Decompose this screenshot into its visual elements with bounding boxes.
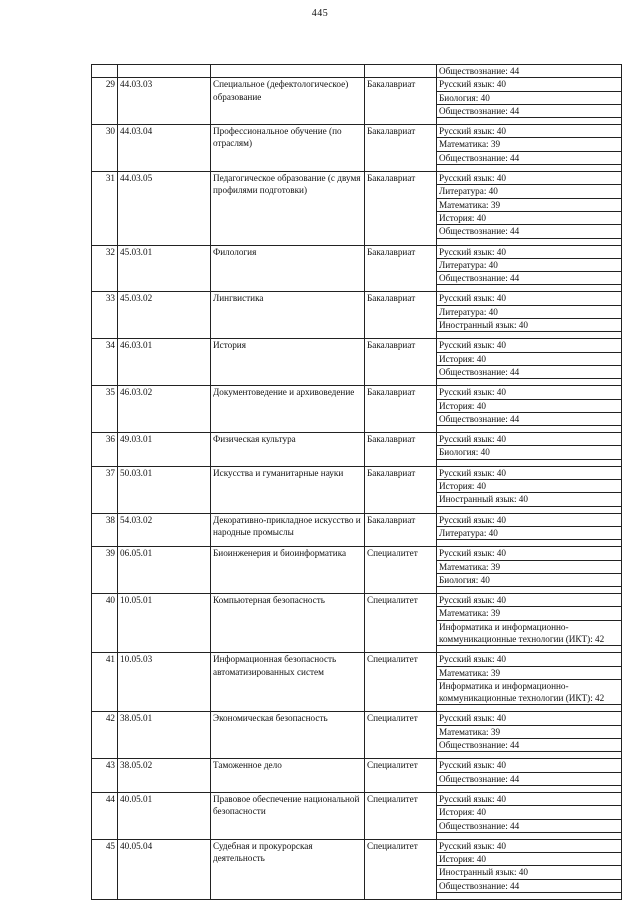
specialty-code: 40.05.04: [118, 839, 211, 899]
education-level: Бакалавриат: [365, 466, 437, 513]
subject-cell: Литература: 40: [437, 185, 622, 198]
subject-cell: Обществознание: 44: [437, 225, 622, 238]
subject-cell: Русский язык: 40: [437, 292, 622, 305]
education-level: Бакалавриат: [365, 513, 437, 547]
row-number: 35: [92, 386, 118, 433]
subject-cell: История: 40: [437, 806, 622, 819]
specialty-code: 44.03.03: [118, 78, 211, 125]
subject-cell: Математика: 39: [437, 138, 622, 151]
subject-cell: Русский язык: 40: [437, 433, 622, 446]
row-number: 36: [92, 433, 118, 467]
row-number: 31: [92, 172, 118, 245]
subject-cell: Обществознание: 44: [437, 272, 622, 285]
subject-cell: Обществознание: 44: [437, 879, 622, 892]
spacer-cell: [437, 118, 622, 125]
education-level: Специалитет: [365, 594, 437, 653]
row-number: 34: [92, 339, 118, 386]
subject-cell: Биология: 40: [437, 573, 622, 586]
subject-cell: Русский язык: 40: [437, 712, 622, 725]
table-row: [92, 839, 622, 852]
specialty-name: Физическая культура: [211, 433, 365, 467]
subject-cell: Иностранный язык: 40: [437, 319, 622, 332]
specialties-table: [91, 64, 622, 900]
spacer-cell: [437, 540, 622, 547]
specialty-code: 54.03.02: [118, 513, 211, 547]
specialty-name: Профессиональное обучение (по отраслям): [211, 125, 365, 172]
specialty-name: Документоведение и архивоведение: [211, 386, 365, 433]
specialty-code: 10.05.01: [118, 594, 211, 653]
education-level: Специалитет: [365, 653, 437, 712]
table-row: [92, 759, 622, 772]
table-row: [92, 386, 622, 399]
table-row-continuation: [92, 65, 622, 78]
specialty-code: 10.05.03: [118, 653, 211, 712]
subject-cell: Русский язык: 40: [437, 547, 622, 560]
specialty-name: Информационная безопасность автоматизированных систем: [211, 653, 365, 712]
spacer-cell: [437, 646, 622, 653]
row-number: 30: [92, 125, 118, 172]
subject-cell: История: 40: [437, 480, 622, 493]
subject-cell: Биология: 40: [437, 446, 622, 459]
subject-cell: Математика: 39: [437, 725, 622, 738]
table-row: [92, 78, 622, 91]
education-level: Бакалавриат: [365, 245, 437, 292]
specialty-code: 50.03.01: [118, 466, 211, 513]
specialty-name: Судебная и прокурорская деятельность: [211, 839, 365, 899]
specialty-code: 06.05.01: [118, 547, 211, 594]
spacer-cell: [437, 785, 622, 792]
subject-cell: Русский язык: 40: [437, 839, 622, 852]
row-number: 37: [92, 466, 118, 513]
subject-cell: Литература: 40: [437, 526, 622, 539]
subject-cell: Информатика и информационно-коммуникационные технологии (ИКТ): 42: [437, 620, 622, 646]
table-row: [92, 433, 622, 446]
table-row: [92, 712, 622, 725]
specialty-code: 38.05.01: [118, 712, 211, 759]
spacer-cell: [437, 893, 622, 900]
education-level: Бакалавриат: [365, 125, 437, 172]
subject-cell: Русский язык: 40: [437, 594, 622, 607]
empty-cell: [92, 65, 118, 78]
specialty-code: 46.03.02: [118, 386, 211, 433]
empty-cell: [118, 65, 211, 78]
subject-cell: Математика: 39: [437, 607, 622, 620]
specialty-name: Таможенное дело: [211, 759, 365, 793]
table-row: [92, 792, 622, 805]
specialty-name: Искусства и гуманитарные науки: [211, 466, 365, 513]
page-number: 445: [311, 8, 329, 19]
subject-cell: Русский язык: 40: [437, 172, 622, 185]
spacer-cell: [437, 506, 622, 513]
table-row: [92, 653, 622, 666]
subject-cell: Русский язык: 40: [437, 653, 622, 666]
subject-cell: Русский язык: 40: [437, 386, 622, 399]
row-number: 42: [92, 712, 118, 759]
empty-cell: [365, 65, 437, 78]
subject-cell: Обществознание: 44: [437, 739, 622, 752]
specialty-code: 44.03.05: [118, 172, 211, 245]
table-row: [92, 466, 622, 479]
spacer-cell: [437, 379, 622, 386]
subject-cell: Обществознание: 44: [437, 819, 622, 832]
specialty-name: История: [211, 339, 365, 386]
specialty-code: 44.03.04: [118, 125, 211, 172]
subject-cell: Обществознание: 44: [437, 365, 622, 378]
row-number: 44: [92, 792, 118, 839]
subject-cell: Литература: 40: [437, 258, 622, 271]
spacer-cell: [437, 332, 622, 339]
table-row: [92, 339, 622, 352]
specialty-code: 45.03.02: [118, 292, 211, 339]
specialty-code: 45.03.01: [118, 245, 211, 292]
specialty-name: Лингвистика: [211, 292, 365, 339]
subject-cell: Обществознание: 44: [437, 65, 622, 78]
specialty-name: Компьютерная безопасность: [211, 594, 365, 653]
education-level: Специалитет: [365, 759, 437, 793]
specialty-name: Специальное (дефектологическое) образование: [211, 78, 365, 125]
spacer-cell: [437, 705, 622, 712]
specialty-name: Биоинженерия и биоинформатика: [211, 547, 365, 594]
specialty-code: 49.03.01: [118, 433, 211, 467]
subject-cell: Русский язык: 40: [437, 245, 622, 258]
row-number: 32: [92, 245, 118, 292]
education-level: Бакалавриат: [365, 292, 437, 339]
row-number: 40: [92, 594, 118, 653]
subject-cell: Обществознание: 44: [437, 104, 622, 117]
subject-cell: Математика: 39: [437, 666, 622, 679]
education-level: Специалитет: [365, 792, 437, 839]
subject-cell: Русский язык: 40: [437, 792, 622, 805]
subject-cell: Обществознание: 44: [437, 772, 622, 785]
spacer-cell: [437, 426, 622, 433]
subject-cell: Иностранный язык: 40: [437, 493, 622, 506]
education-level: Бакалавриат: [365, 386, 437, 433]
spacer-cell: [437, 285, 622, 292]
subject-cell: История: 40: [437, 853, 622, 866]
subject-cell: Иностранный язык: 40: [437, 866, 622, 879]
table-row: [92, 292, 622, 305]
subject-cell: История: 40: [437, 352, 622, 365]
spacer-cell: [437, 238, 622, 245]
table-row: [92, 245, 622, 258]
education-level: Бакалавриат: [365, 172, 437, 245]
row-number: 29: [92, 78, 118, 125]
education-level: Специалитет: [365, 547, 437, 594]
row-number: 43: [92, 759, 118, 793]
table-row: [92, 594, 622, 607]
row-number: 41: [92, 653, 118, 712]
subject-cell: Литература: 40: [437, 305, 622, 318]
subject-cell: Информатика и информационно-коммуникационные технологии (ИКТ): 42: [437, 679, 622, 705]
education-level: Бакалавриат: [365, 78, 437, 125]
spacer-cell: [437, 587, 622, 594]
subject-cell: Русский язык: 40: [437, 513, 622, 526]
subject-cell: Русский язык: 40: [437, 759, 622, 772]
table-row: [92, 513, 622, 526]
table-row: [92, 547, 622, 560]
spacer-cell: [437, 459, 622, 466]
row-number: 38: [92, 513, 118, 547]
specialty-name: Экономическая безопасность: [211, 712, 365, 759]
specialty-name: Педагогическое образование (с двумя профилями подготовки): [211, 172, 365, 245]
subject-cell: Математика: 39: [437, 560, 622, 573]
table-row: [92, 125, 622, 138]
spacer-cell: [437, 752, 622, 759]
spacer-cell: [437, 165, 622, 172]
specialty-name: Декоративно-прикладное искусство и народные промыслы: [211, 513, 365, 547]
spacer-cell: [437, 832, 622, 839]
table-row: [92, 172, 622, 185]
subject-cell: Обществознание: 44: [437, 412, 622, 425]
subject-cell: История: 40: [437, 211, 622, 224]
subject-cell: Русский язык: 40: [437, 125, 622, 138]
specialty-code: 40.05.01: [118, 792, 211, 839]
subject-cell: История: 40: [437, 399, 622, 412]
education-level: Специалитет: [365, 712, 437, 759]
subject-cell: Русский язык: 40: [437, 78, 622, 91]
row-number: 33: [92, 292, 118, 339]
specialty-code: 38.05.02: [118, 759, 211, 793]
subject-cell: Математика: 39: [437, 198, 622, 211]
education-level: Бакалавриат: [365, 433, 437, 467]
specialty-code: 46.03.01: [118, 339, 211, 386]
row-number: 39: [92, 547, 118, 594]
specialty-name: Филология: [211, 245, 365, 292]
subject-cell: Русский язык: 40: [437, 466, 622, 479]
empty-cell: [211, 65, 365, 78]
education-level: Бакалавриат: [365, 339, 437, 386]
education-level: Специалитет: [365, 839, 437, 899]
row-number: 45: [92, 839, 118, 899]
subject-cell: Биология: 40: [437, 91, 622, 104]
specialty-name: Правовое обеспечение национальной безопасности: [211, 792, 365, 839]
subject-cell: Русский язык: 40: [437, 339, 622, 352]
subject-cell: Обществознание: 44: [437, 151, 622, 164]
